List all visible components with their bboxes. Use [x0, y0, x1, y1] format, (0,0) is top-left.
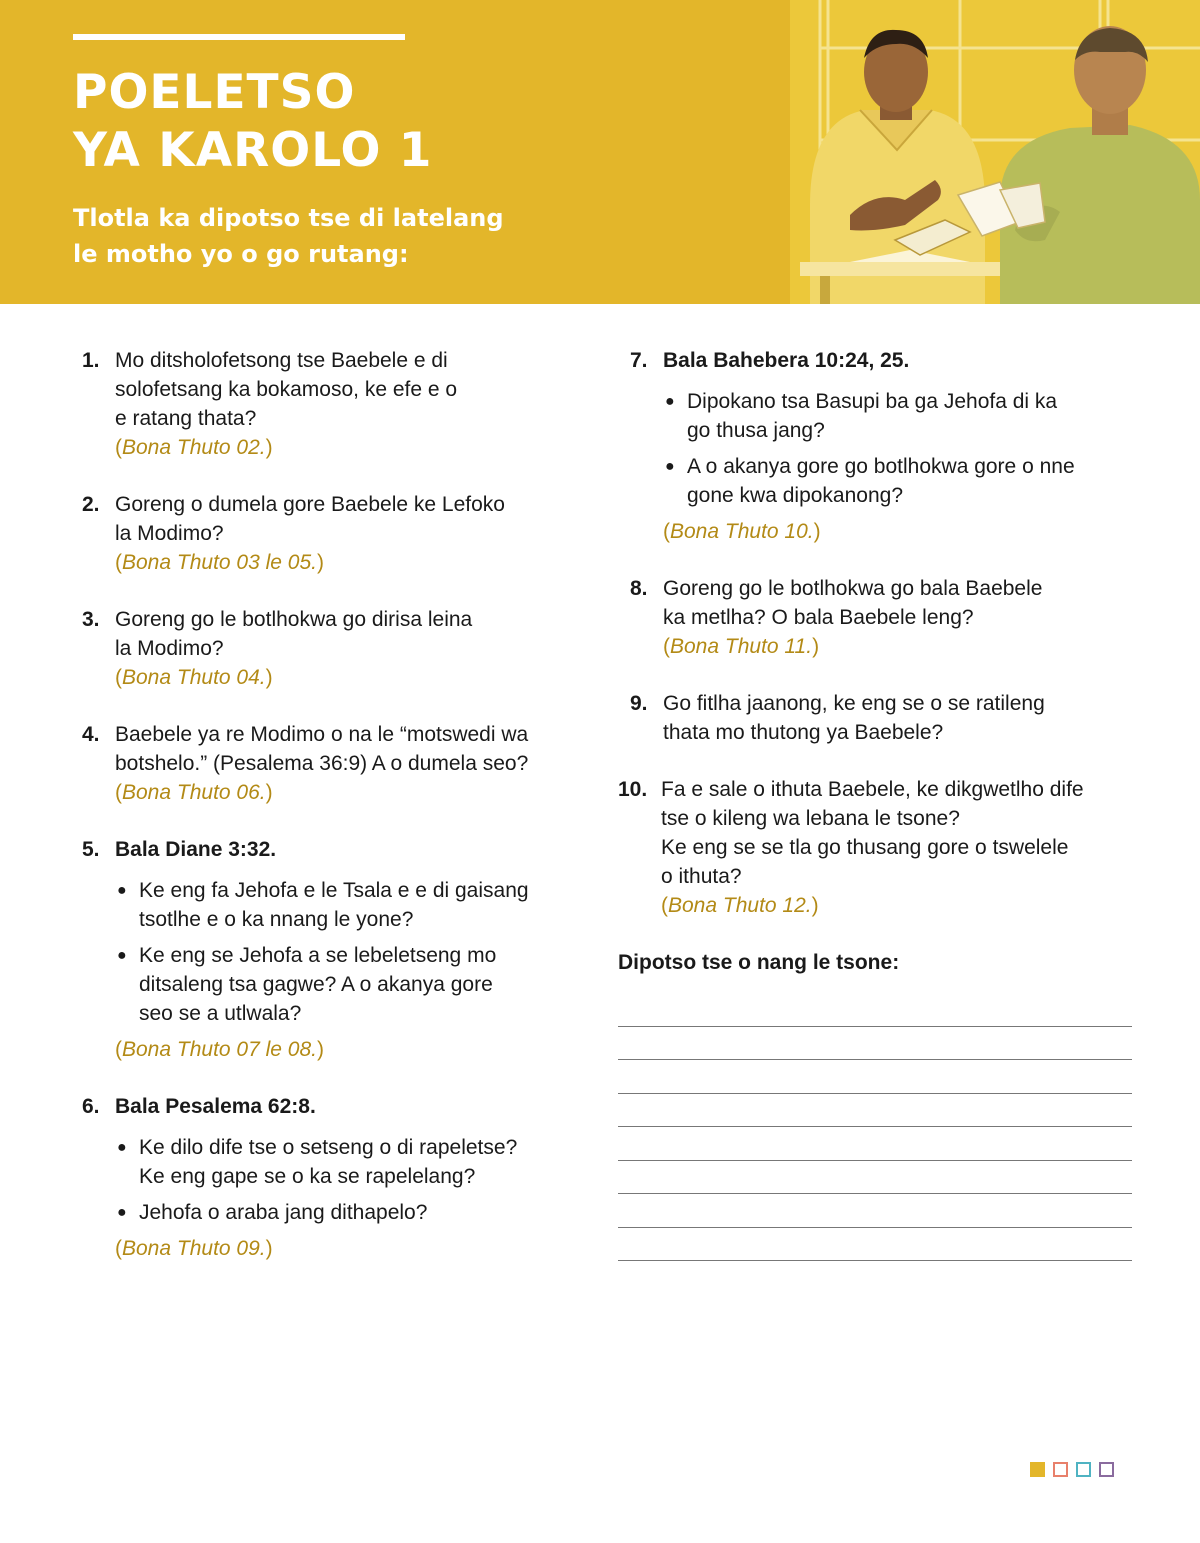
reading-heading: Bala Diane 3:32.	[115, 838, 277, 861]
question-text: Go fitlha jaanong, ke eng se o se ratileng thata mo thutong ya Baebele?	[663, 692, 1045, 744]
question-number: 6.	[82, 1095, 100, 1118]
page-title: POELETSO YA KAROLO 1	[73, 65, 433, 178]
question-number: 3.	[82, 608, 100, 631]
lesson-reference: (Bona Thuto 03 le 05.)	[115, 551, 324, 574]
bullet-icon: ●	[665, 393, 675, 410]
illustration-two-men-studying	[700, 0, 1200, 304]
bullet-icon: ●	[117, 1204, 127, 1221]
question-1	[82, 346, 582, 462]
question-text: Baebele ya re Modimo o na le “motswedi wa botshelo.” (Pesalema 36:9) A o dumela seo?	[115, 723, 529, 775]
note-line[interactable]	[618, 1094, 1132, 1128]
bullet-list	[115, 876, 582, 1028]
question-8	[630, 574, 1138, 661]
reading-heading: Bala Pesalema 62:8.	[115, 1095, 316, 1118]
square-outline-icon	[1099, 1462, 1114, 1477]
questions-right-column	[618, 346, 1138, 1261]
question-text: Mo ditsholofetsong tse Baebele e di solofetsang ka bokamoso, ke efe e o e ratang thata?	[115, 349, 458, 430]
bullet-item: ● Dipokano tsa Basupi ba ga Jehofa di ka go thusa jang?	[663, 387, 1138, 445]
question-number: 9.	[630, 692, 648, 715]
notes-lines[interactable]	[618, 993, 1132, 1261]
bullet-item: ● Ke eng se Jehofa a se lebeletseng mo ditsaleng tsa gagwe? A o akanya gore seo se a utlwala?	[115, 941, 582, 1028]
square-filled-icon	[1030, 1462, 1045, 1477]
note-line[interactable]	[618, 1127, 1132, 1161]
question-number: 8.	[630, 577, 648, 600]
note-line[interactable]	[618, 1161, 1132, 1195]
lesson-reference: (Bona Thuto 10.)	[663, 520, 821, 543]
lesson-reference: (Bona Thuto 11.)	[663, 635, 820, 658]
bullet-icon: ●	[117, 882, 127, 899]
question-9	[630, 689, 1138, 747]
bullet-item: ● A o akanya gore go botlhokwa gore o nne gone kwa dipokanong?	[663, 452, 1138, 510]
lesson-reference: (Bona Thuto 12.)	[661, 894, 819, 917]
question-7	[630, 346, 1138, 546]
bullet-list	[663, 387, 1138, 510]
question-number: 1.	[82, 349, 100, 372]
reading-heading: Bala Bahebera 10:24, 25.	[663, 349, 910, 372]
lesson-reference: (Bona Thuto 04.)	[115, 666, 273, 689]
question-text: Goreng o dumela gore Baebele ke Lefoko la Modimo?	[115, 493, 505, 545]
question-10	[618, 775, 1138, 920]
bullet-list	[115, 1133, 582, 1227]
progress-squares	[1030, 1462, 1114, 1477]
question-number: 7.	[630, 349, 648, 372]
header-rule	[73, 34, 405, 40]
square-outline-icon	[1053, 1462, 1068, 1477]
header-banner	[0, 0, 1200, 304]
question-3	[82, 605, 582, 692]
questions-left-column	[82, 346, 582, 1291]
question-2	[82, 490, 582, 577]
bullet-item: ● Ke eng fa Jehofa e le Tsala e e di gaisang tsotlhe e o ka nnang le yone?	[115, 876, 582, 934]
note-line[interactable]	[618, 1060, 1132, 1094]
bullet-icon: ●	[117, 947, 127, 964]
note-line[interactable]	[618, 1027, 1132, 1061]
note-line[interactable]	[618, 1194, 1132, 1228]
question-6	[82, 1092, 582, 1263]
lesson-reference: (Bona Thuto 06.)	[115, 781, 273, 804]
question-number: 2.	[82, 493, 100, 516]
question-number: 5.	[82, 838, 100, 861]
lesson-reference: (Bona Thuto 02.)	[115, 436, 273, 459]
note-line[interactable]	[618, 993, 1132, 1027]
question-text: Goreng go le botlhokwa go bala Baebele ka metlha? O bala Baebele leng?	[663, 577, 1043, 629]
notes-heading: Dipotso tse o nang le tsone:	[618, 951, 900, 974]
bullet-item: ● Jehofa o araba jang dithapelo?	[115, 1198, 582, 1227]
bullet-item: ● Ke dilo dife tse o setseng o di rapeletse? Ke eng gape se o ka se rapelelang?	[115, 1133, 582, 1191]
page-subtitle: Tlotla ka dipotso tse di latelang le motho yo o go rutang:	[73, 204, 504, 268]
note-line[interactable]	[618, 1228, 1132, 1262]
lesson-reference: (Bona Thuto 07 le 08.)	[115, 1038, 324, 1061]
square-outline-icon	[1076, 1462, 1091, 1477]
question-text: Goreng go le botlhokwa go dirisa leina la Modimo?	[115, 608, 473, 660]
question-number: 4.	[82, 723, 100, 746]
question-4	[82, 720, 582, 807]
question-5	[82, 835, 582, 1064]
lesson-reference: (Bona Thuto 09.)	[115, 1237, 273, 1260]
question-number: 10.	[618, 778, 648, 801]
question-text: Fa e sale o ithuta Baebele, ke dikgwetlho dife tse o kileng wa lebana le tsone? Ke eng se se tla go thusang gore o tswelele o ithuta?	[661, 778, 1084, 888]
bullet-icon: ●	[665, 458, 675, 475]
bullet-icon: ●	[117, 1139, 127, 1156]
